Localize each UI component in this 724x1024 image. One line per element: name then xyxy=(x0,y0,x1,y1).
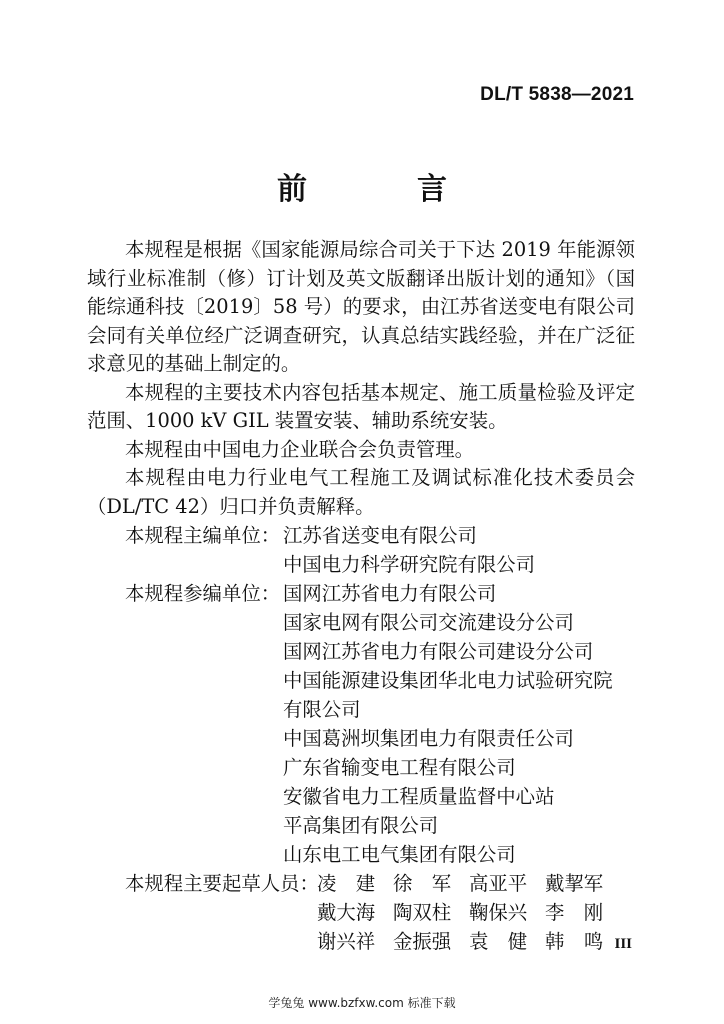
chief-units-label: 本规程主编单位： xyxy=(125,524,281,547)
page-title: 前 言 xyxy=(277,172,487,207)
unit-item: 中国能源建设集团华北电力试验研究院 xyxy=(283,669,613,692)
footer-watermark: 学兔兔 www.bzfxw.com 标准下载 xyxy=(268,996,456,1010)
drafter-name: 陶双柱 xyxy=(393,901,452,924)
unit-item: 国家电网有限公司交流建设分公司 xyxy=(283,611,574,634)
unit-item: 国网江苏省电力有限公司 xyxy=(283,582,497,605)
unit-item: 有限公司 xyxy=(283,698,361,721)
drafter-name: 韩 鸣 xyxy=(545,930,604,953)
chief-units xyxy=(87,521,635,579)
unit-item: 山东电工电气集团有限公司 xyxy=(283,843,516,866)
drafter-name: 徐 军 xyxy=(393,872,452,895)
drafter-name: 高亚平 xyxy=(469,872,528,895)
drafter-name: 袁 健 xyxy=(469,930,528,953)
unit-item: 江苏省送变电有限公司 xyxy=(283,524,477,547)
preface-body xyxy=(87,236,635,956)
drafter-name: 李 刚 xyxy=(545,901,604,924)
drafter-name: 金振强 xyxy=(393,930,452,953)
drafter-name: 鞠保兴 xyxy=(469,901,528,924)
unit-item: 广东省输变电工程有限公司 xyxy=(283,756,516,779)
drafters xyxy=(87,869,635,956)
drafters-label: 本规程主要起草人员： xyxy=(125,872,319,895)
participating-units-label: 本规程参编单位： xyxy=(125,582,281,605)
paragraph: 本规程是根据《国家能源局综合司关于下达 2019 年能源领域行业标准制（修）订计划及英文版翻译出版计划的通知》（国能综通科技〔2019〕58 号）的要求，由江苏省送变电有限公司会同有关单位经广泛调查研究，认真总结实践经验，并在广泛征求意见的基础上制定的。 xyxy=(87,238,635,375)
drafter-name: 凌 建 xyxy=(317,872,376,895)
paragraph: 本规程的主要技术内容包括基本规定、施工质量检验及评定范围、1000 kV GIL 装置安装、辅助系统安装。 xyxy=(87,380,635,432)
unit-item: 中国电力科学研究院有限公司 xyxy=(283,553,536,576)
unit-item: 平高集团有限公司 xyxy=(283,814,439,837)
unit-item: 中国葛洲坝集团电力有限责任公司 xyxy=(283,727,574,750)
unit-item: 安徽省电力工程质量监督中心站 xyxy=(283,785,555,808)
drafter-name: 戴挈军 xyxy=(545,872,604,895)
drafter-name: 谢兴祥 xyxy=(317,930,376,953)
drafter-name: 戴大海 xyxy=(317,901,376,924)
standard-code: DL/T 5838—2021 xyxy=(480,84,634,105)
unit-item: 国网江苏省电力有限公司建设分公司 xyxy=(283,640,594,663)
participating-units xyxy=(87,579,635,869)
paragraph: 本规程由电力行业电气工程施工及调试标准化技术委员会（DL/TC 42）归口并负责解释。 xyxy=(87,466,635,518)
page-number: III xyxy=(614,936,632,952)
paragraph: 本规程由中国电力企业联合会负责管理。 xyxy=(125,437,475,461)
